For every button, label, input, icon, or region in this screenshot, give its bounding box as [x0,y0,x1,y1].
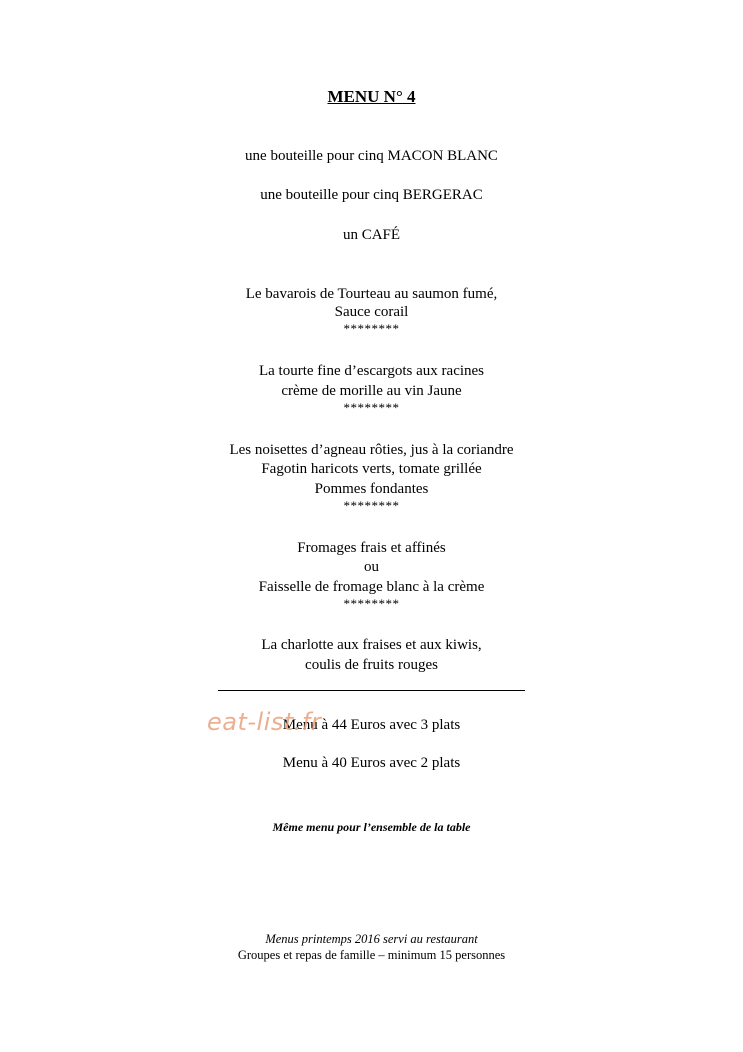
course-separator: ******** [343,400,400,415]
watermark: eat-list.fr [207,708,322,736]
course-line: Faisselle de fromage blanc à la crème [258,579,485,595]
course-line: Fagotin haricots verts, tomate grillée [261,461,482,477]
course-line: ou [364,559,379,575]
course-line: Le bavarois de Tourteau au saumon fumé, [245,286,498,302]
price-line: Menu à 44 Euros avec 3 plats [282,717,461,733]
course-line: Sauce corail [334,304,409,320]
course-separator: ******** [343,596,400,611]
menu-title: MENU N° 4 [327,87,416,106]
course-line: La tourte fine d’escargots aux racines [258,363,485,379]
table-note: Même menu pour l’ensemble de la table [272,820,471,834]
divider-rule [218,690,525,691]
drink-line: un CAFÉ [342,227,401,243]
course-separator: ******** [343,498,400,513]
footer-groups: Groupes et repas de famille – minimum 15 personnes [237,948,506,962]
course-line: Fromages frais et affinés [297,540,446,556]
course-line: Les noisettes d’agneau rôties, jus à la coriandre [229,442,514,458]
course-line: coulis de fruits rouges [305,657,438,673]
course-line: crème de morille au vin Jaune [281,383,462,399]
drink-line: une bouteille pour cinq BERGERAC [260,187,483,203]
footer-season: Menus printemps 2016 servi au restaurant [265,932,478,946]
course-line: La charlotte aux fraises et aux kiwis, [261,637,482,653]
price-line: Menu à 40 Euros avec 2 plats [282,755,461,771]
drink-line: une bouteille pour cinq MACON BLANC [245,148,498,164]
course-line: Pommes fondantes [314,481,429,497]
course-separator: ******** [343,321,400,336]
